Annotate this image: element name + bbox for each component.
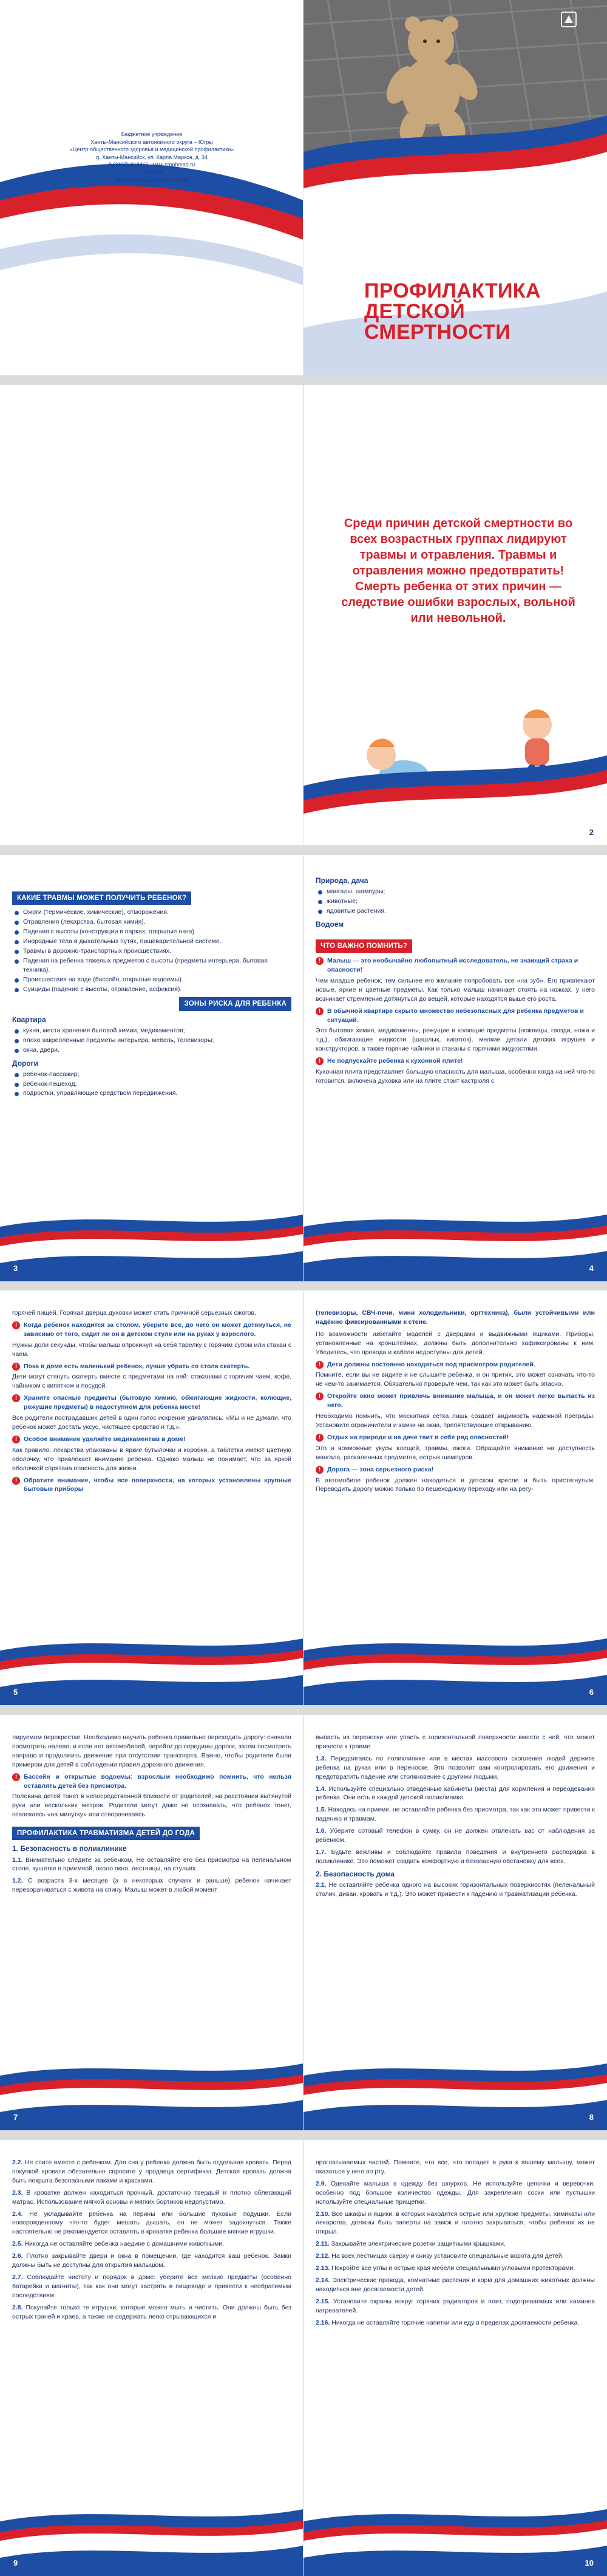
paragraph: Уберите сотовый телефон в сумку, он не должен отвлекать вас от наблюдения за ребенком. — [316, 1827, 595, 1844]
list-item: ядовитые растения. — [327, 907, 595, 916]
paragraph: Соблюдайте чистоту и порядок в доме: уберите все мелкие предметы (особенно батарейки и магниты), так как они могут застрять в пищеводе и привести к необратимым последствиям. — [12, 2273, 292, 2299]
item-number: 2.12. — [316, 2252, 330, 2260]
front-cover — [304, 0, 607, 375]
spread-pages-5-6 — [0, 1290, 607, 1705]
cover-title — [364, 281, 558, 342]
paragraph: По возможности избегайте моделей с дверцами и выдвижными ящиками. Приборы, установленные на кронштейнах, должны быть дополнительно зафиксированы к ним. Убедитесь, что провода и кабели недоступны для детей. — [316, 1330, 595, 1356]
page-footer-wave — [0, 2503, 304, 2576]
list-item: Падения с высоты (конструкции в парках, открытые окна). — [23, 927, 291, 936]
paragraph: Закрывайте электрические розетки защитными крышками. — [331, 2240, 506, 2248]
back-cover — [0, 0, 304, 375]
paragraph: Половина детей тонет в непосредственной близости от родителей, на расстоянии вытянутой руки или нескольких метров. Родители могут даже не осознавать, что ребенок тонет, отвлекаясь «на минутку» или отворачиваясь. — [12, 1793, 291, 1819]
page-number: 5 — [13, 1688, 18, 1697]
item-number: 1.6. — [316, 1827, 327, 1835]
paragraph: В автомобиле ребенок должен находиться в детском кресле и быть пристегнутым. Переводить дорогу можно только по пешеходному переходу или на регу- — [316, 1476, 595, 1493]
warning-text: Когда ребенок находится за столом, уберите все, до чего он может дотянуться, не зависимо от того, сидит ли он в детском стуле или на руках у взрослого. — [24, 1321, 291, 1338]
nature-title: Природа, дача — [316, 876, 368, 885]
page-footer-wave — [304, 2503, 607, 2576]
warning-icon: ! — [12, 1363, 20, 1371]
paragraph: Дети могут стянуть скатерть вместе с предметами на ней: стаканами с горячим чаем, кофе, чайником с кипятком и посудой. — [12, 1373, 291, 1390]
cover-title-line1: ПРОФИЛАКТИКА — [364, 279, 541, 302]
list-item: Суициды (падение с высоты, отравление, асфиксия). — [23, 985, 291, 994]
road-list — [12, 1070, 291, 1099]
paragraph: Это бытовая химия, медикаменты, режущие и колющие предметы (ножницы, гвозди, ножи и т.д.), обжигающие жидкости (шашлык, кипяток), мелкие детали детских игрушек и конструкторов, а также горячие чайники и стаканы с горячими жидкостями. — [316, 1027, 595, 1053]
warning-text: Дорога — зона серьезного риска! — [327, 1465, 434, 1473]
spread-pages-9-10 — [0, 2140, 607, 2576]
paragraph: Находясь на приеме, не оставляйте ребенка без присмотра, так как это может привести к падению и травмам. — [316, 1806, 595, 1823]
page-number: 8 — [589, 2113, 594, 2122]
page-number: 3 — [13, 1264, 18, 1273]
section-title: 2. Безопасность дома — [316, 1869, 395, 1878]
warning-text: Особое внимание уделяйте медикаментам в доме! — [24, 1435, 186, 1443]
paragraph: проглатываемых частей. Помните, что все, что попадет в руки к вашему малышу, может оказаться у него во рту. — [316, 2159, 595, 2175]
item-number: 2.5. — [12, 2240, 23, 2248]
warning-icon: ! — [316, 1057, 324, 1065]
page-blank — [0, 385, 304, 845]
paragraph: Необходимо помнить, что москитная сетка лишь создает видимость надежной преграды. Установите ограничители и замки на окна, препятствующие открыванию. — [316, 1412, 595, 1429]
item-number: 2.15. — [316, 2297, 330, 2305]
paragraph: Это и возможные укусы клещей, травмы, ожоги. Обращайте внимание на доступность мангала, раскаленных предметов, острых шампуров. — [316, 1444, 595, 1461]
item-number: 1.2. — [12, 1877, 23, 1885]
paragraph: лируемом перекрестке. Необходимо научить ребенка правильно переходить дорогу: сначала посмотреть налево, и если нет автомобилей, перейти до середины дороги, затем посмотреть направо и продолжить движение при отсутствии транспорта. Важно, чтобы родители были примером для детей в соблюдении правил дорожного движения. — [12, 1734, 291, 1768]
paragraph: Будьте вежливы и соблюдайте правила поведения и внутреннего распорядка в поликлинике. Это поможет создать комфортную и безопасную обстановку для всех. — [316, 1848, 595, 1865]
warning-icon: ! — [316, 1466, 324, 1474]
page-footer-wave — [304, 1208, 607, 1281]
heading-infant-safety: ПРОФИЛАКТИКА ТРАВМАТИЗМА ДЕТЕЙ ДО ГОДА — [12, 1827, 200, 1840]
warning-text: Пока в доме есть маленький ребенок, лучше убрать со стола скатерть. — [24, 1362, 250, 1370]
list-item: Падения на ребенка тяжелых предметов с высоты (предметы интерьера, бытовая техника). — [23, 956, 291, 975]
apartment-title: Квартира — [12, 1015, 46, 1024]
paragraph: С возраста 3-х месяцев (а в некоторых случаях и раньше) ребенок начинает переворачиваться с живота на спину. Малыш может в любой момент — [12, 1877, 292, 1894]
list-item: животные; — [327, 897, 595, 906]
page-8 — [304, 1715, 607, 2130]
warning-icon: ! — [316, 1392, 324, 1400]
warning-icon: ! — [12, 1477, 20, 1485]
list-item: Ожоги (термические, химические), отморожения. — [23, 908, 291, 917]
cover-title-line3: СМЕРТНОСТИ — [364, 321, 511, 344]
page-9 — [0, 2140, 304, 2576]
warning-icon: ! — [316, 1361, 324, 1369]
list-item: Отравления (лекарства, бытовая химия). — [23, 918, 291, 927]
item-number: 2.9. — [316, 2179, 327, 2187]
paragraph: Как правило, лекарства упакованы в яркие бутылочки и коробки, а таблетки имеют цветную оболочку, что привлекает внимание ребенка. Однако малыш не понимает, что за яркой оболочкой спрятана опасность для жизни. — [12, 1446, 291, 1472]
warning-text: Обратите внимание, чтобы все поверхности, на которых установлены крупные бытовые приборы — [24, 1476, 291, 1493]
list-item: мангалы, шампуры; — [327, 887, 595, 896]
apartment-list — [12, 1026, 291, 1055]
warning-text: В обычной квартире скрыто множество небезопасных для ребенка предметов и ситуаций. — [327, 1007, 584, 1024]
page-10 — [304, 2140, 607, 2576]
warning-icon: ! — [316, 1434, 324, 1442]
spread-pages-7-8 — [0, 1715, 607, 2130]
paragraph: Покройте все углы и острые края мебели специальными угловыми протекторами. — [331, 2264, 575, 2272]
page-number: 4 — [589, 1264, 594, 1273]
page-4 — [304, 855, 607, 1281]
page-2 — [304, 385, 607, 845]
page-number: 6 — [589, 1688, 594, 1697]
item-number: 2.8. — [12, 2303, 23, 2311]
page-number: 7 — [13, 2113, 18, 2122]
item-number: 1.3. — [316, 1754, 327, 1762]
paragraph: Все родители пострадавших детей в один голос искренне удивлялись: «Мы и не думали, что ребенок может достать уксус, чистящее средство и т.д.». — [12, 1414, 291, 1431]
paragraph: Используйте специально отведенные кабинеты (места) для кормления и переодевания ребенка. Они есть в каждой детской поликлинике. — [316, 1785, 595, 1802]
paragraph: Покупайте только те игрушки, которые можно мыть и чистить. Они должны быть без острых граней и краев, а также не содержать легко отрывающихся и — [12, 2303, 291, 2320]
warning-icon: ! — [12, 1436, 20, 1443]
cover-left-waves — [0, 0, 304, 375]
list-item: ребенок-пешеход; — [23, 1080, 291, 1089]
page-footer-wave — [0, 1208, 304, 1281]
heading-injuries: КАКИЕ ТРАВМЫ МОЖЕТ ПОЛУЧИТЬ РЕБЕНОК? — [12, 891, 191, 905]
list-item: ребенок-пассажир; — [23, 1070, 291, 1079]
water-title: Водоем — [316, 919, 344, 929]
page2-headline: Среди причин детской смертности во всех возрастных группах лидируют травмы и отравления. Травмы и отравления можно предотвратить! Смерть ребенка от этих причин — следствие ошибки взрослых, вольной или невольной. — [341, 517, 575, 625]
heading-risk-zones: ЗОНЫ РИСКА ДЛЯ РЕБЕНКА — [179, 997, 291, 1010]
paragraph: (телевизоры, СВЧ-печи, мини холодильники, оргтехника), были устойчивыми или надёжно фиксированными к стене. — [316, 1309, 595, 1326]
paragraph: Никогда не оставляйте горячие напитки или еду в пределах досягаемости ребенка. — [331, 2319, 580, 2326]
section-title: 1. Безопасность в поликлинике — [12, 1844, 127, 1853]
paragraph: Одевайте малыша в одежду без шнурков. Не используйте цепочки и веревочки, особенно под большое количество одежды. Для закрепления соски или пустышки используйте специальные прищепки. — [316, 2179, 595, 2206]
paragraph: Чем младше ребенок, тем сильнее его желание попробовать все «на зуб». Его привлекают новые, яркие и цветные предметы. Как только малыш начинает стоять на ножках, у него возникает стремление дотянуться до вещей, которые находятся выше его роста. — [316, 976, 595, 1003]
paragraph: Установите экраны вокруг горячих радиаторов и плит, подогреваемых или каминов нагревателей. — [316, 2297, 595, 2314]
list-item: Травмы в дорожно-транспортных происшествиях. — [23, 947, 291, 956]
heading-remember: ЧТО ВАЖНО ПОМНИТЬ? — [316, 939, 412, 953]
page-7 — [0, 1715, 304, 2130]
item-number: 1.5. — [316, 1806, 327, 1814]
list-item: Инородные тела в дыхательных путях, пищеварительной системе. — [23, 937, 291, 946]
item-number: 2.1. — [316, 1881, 327, 1889]
paragraph: Помните, если вы не видите и не слышите ребенка, и он притих, это может означать что-то не чем-то занимается. Обязательно проверьте чем, так как это может быть опасно. — [316, 1371, 595, 1388]
list-item: кухня, места хранения бытовой химии, медикаментов; — [23, 1026, 291, 1035]
page-footer-wave — [0, 2057, 304, 2130]
warning-text: Дети должны постоянно находиться под присмотром родителей. — [327, 1360, 535, 1368]
page-5 — [0, 1290, 304, 1705]
spread-cover — [0, 0, 607, 375]
item-number: 1.4. — [316, 1785, 327, 1793]
page-number: 9 — [13, 2558, 18, 2567]
paragraph: выпасть из переноски или упасть с горизонтальной поверхности вместе с ней, что может привести к травме. — [316, 1734, 595, 1750]
warning-text: Отдых на природе и на даче таит в себе ряд опасностей! — [327, 1433, 509, 1441]
injuries-list — [12, 908, 291, 993]
warning-text: Храните опасные предметы (бытовую химию, обжигающие жидкости, колющие, режущие предметы) в недоступном для ребенка месте! — [24, 1394, 291, 1411]
page-number: 10 — [585, 2558, 594, 2567]
item-number: 2.13. — [316, 2264, 330, 2272]
cover-title-line2: ДЕТСКОЙ — [364, 300, 465, 323]
paragraph: Не укладывайте ребенка на перины или большие пуховые подушки. Если новорожденному что-то будет мешать дышать, он не может задохнуться. Также настоятельно не рекомендуется оставлять в кроватке ребенка большие мягкие игрушки. — [12, 2210, 292, 2236]
list-item: подростки, управляющие средством передвижения. — [23, 1089, 291, 1098]
item-number: 2.2. — [12, 2159, 23, 2166]
paragraph: Не спите вместе с ребенком. Для сна у ребенка должна быть отдельная кровать. Перед покупкой кровати обязательно спросите у продавца сертификат. Детская кровать должна быть покрыта безопасными лаками и красками. — [12, 2159, 291, 2184]
item-number: 2.3. — [12, 2189, 23, 2196]
publisher-info: Бюджетное учреждение Ханты-Мансийского автономного округа – Югры «Центр общественного здоровья и медицинской профилактики» g. Ханты-Мансийск, ул. Карла Маркса, д. 34 8 (3467) 318466, www.cmphmao.ru 2022 год Распространяется бесплатно — [69, 131, 234, 183]
page-footer-wave — [304, 2057, 607, 2130]
warning-text: Откройте окно может привлечь внимание малыша, и он может легко выпасть из него. — [327, 1392, 595, 1409]
paragraph: горячей пищей. Горячая дверца духовки может стать причиной серьезных ожогов. — [12, 1309, 256, 1317]
paragraph: Никогда не оставляйте ребенка наедине с домашними животными. — [24, 2240, 225, 2248]
paragraph: Кухонная плита представляет большую опасность для малыша, особенно когда на ней что-то готовится, включена духовка или на плите стоит кастрюля с — [316, 1068, 595, 1085]
page-number: 2 — [589, 828, 594, 837]
paragraph: Внимательно следите за ребенком. Не оставляйте его без присмотра на пеленальном столе, кушетке в приемной, около окна, лестницы, на стульях. — [12, 1856, 291, 1873]
warning-icon: ! — [12, 1394, 20, 1402]
paragraph: На всех лестницах сверху и снизу установите специальные ворота для детей. — [331, 2252, 564, 2260]
road-title: Дороги — [12, 1058, 39, 1068]
list-item: плохо закрепленные предметы интерьера, мебель, телевизоры; — [23, 1036, 291, 1045]
paragraph: Электрические провода, комнатные растения и корм для домашних животных должны находиться вне досягаемости детей. — [316, 2276, 595, 2293]
warning-icon: ! — [316, 1007, 324, 1015]
nature-list — [316, 887, 595, 916]
item-number: 1.1. — [12, 1856, 23, 1864]
page2-illustration — [304, 385, 607, 845]
paragraph: В кроватке должен находиться прочный, достаточно твердый и плотно облегающий матрас. Использование мягкой основы и мягких бортиков недопустимо. — [12, 2189, 291, 2206]
page-3 — [0, 855, 304, 1281]
item-number: 2.7. — [12, 2273, 23, 2281]
paragraph: Передвигаясь по поликлинике или в местах массового скопления людей держите ребенка на руках или в переноске. Это позволит вам контролировать его движения и предотвратить падение или столкновение с другими людьми. — [316, 1754, 595, 1780]
paragraph: Не оставляйте ребенка одного на высоких горизонтальных поверхностях (пеленальный столик, диван, кровать и т.д.). Это может привести к падению и травматизации ребенка. — [316, 1881, 595, 1898]
item-number: 2.4. — [12, 2210, 23, 2218]
warning-icon: ! — [12, 1321, 20, 1329]
paragraph: Плотно закрывайте двери и окна в помещении, где находится ваш ребенок. Замки должны быть не доступны для открытия малышом. — [12, 2252, 292, 2269]
spread-pages-3-4 — [0, 855, 607, 1281]
page-footer-wave — [0, 1632, 304, 1705]
warning-text: Малыш — это необычайно любопытный исследователь, не знающий страха и опасности! — [327, 957, 578, 974]
list-item: Происшествия на воде (бассейн, открытые водоемы). — [23, 975, 291, 984]
warning-icon: ! — [316, 957, 324, 965]
warning-icon: ! — [12, 1773, 20, 1781]
page-footer-wave — [304, 1632, 607, 1705]
item-number: 2.6. — [12, 2252, 23, 2260]
paragraph: Нужны доли секунды, чтобы малыш опрокинул на себя тарелку с горячим супом или стакан с чаем. — [12, 1341, 291, 1358]
item-number: 1.7. — [316, 1848, 327, 1856]
paragraph: Все шкафы и ящики, в которых находятся острые или хрупкие предметы, химикаты или лекарства, должны быть заперты на замок и плотно закрываться, чтобы ребенок их не открыл. — [316, 2210, 595, 2236]
spread-page2 — [0, 385, 607, 845]
item-number: 2.16. — [316, 2319, 330, 2326]
list-item: окна, двери. — [23, 1046, 291, 1055]
item-number: 2.10. — [316, 2210, 330, 2218]
item-number: 2.11. — [316, 2240, 330, 2248]
item-number: 2.14. — [316, 2276, 330, 2284]
page-6 — [304, 1290, 607, 1705]
warning-text: Не подпускайте ребенка к кухонной плите! — [327, 1057, 463, 1065]
warning-text: Бассейн и открытые водоемы: взрослым необходимо помнить, что нельзя оставлять детей без присмотра. — [24, 1773, 291, 1790]
